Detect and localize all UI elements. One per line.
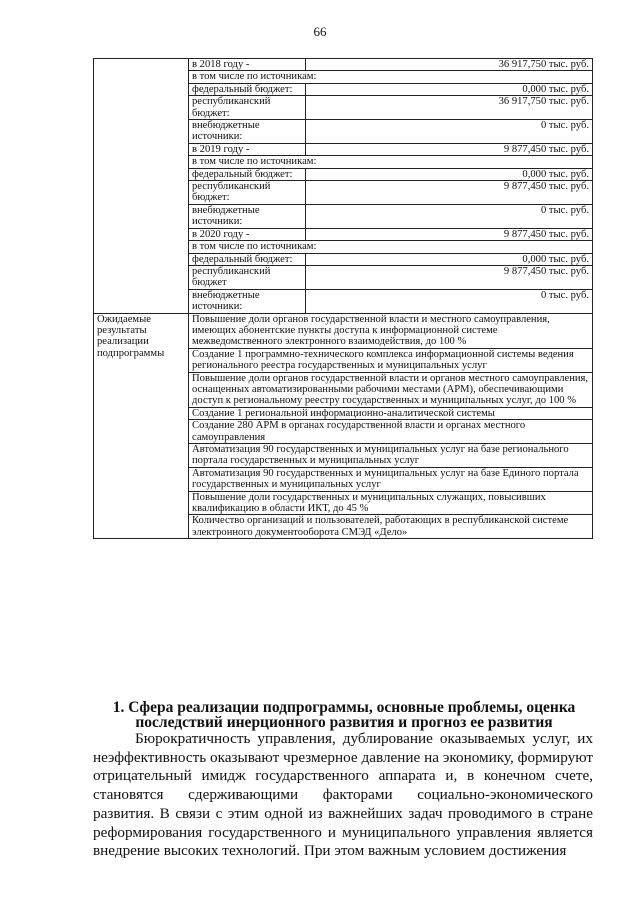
result-item: Повышение доли органов государственной власти и местного самоуправления, имеющих абонентские пункты доступа к информационной системе межведомственного электронного взаимодействия, до 100 % (189, 313, 593, 348)
result-item: Повышение доли государственных и муниципальных служащих, повысивших квалификацию в области ИКТ, до 45 % (189, 491, 593, 515)
funding-label: республиканский бюджет: (189, 181, 306, 205)
result-item: Создание 280 АРМ в органах государственной власти и органах местного самоуправления (189, 420, 593, 444)
results-header: Ожидаемые результаты реализации подпрограммы (94, 313, 189, 539)
funding-value: 36 917,750 тыс. руб. (306, 59, 593, 71)
funding-value: 0,000 тыс. руб. (306, 83, 593, 95)
subprogram-passport-table (93, 58, 593, 539)
result-item: Автоматизация 90 государственных и муниципальных услуг на базе регионального портала государственных и муниципальных услуг (189, 444, 593, 468)
result-item: Количество организаций и пользователей, работающих в республиканской системе электронного документооборота СМЭД «Дело» (189, 515, 593, 539)
funding-label: внебюджетные источники: (189, 289, 306, 313)
result-item: Повышение доли органов государственной власти и органов местного самоуправления, оснащенных автоматизированными рабочими местами (АРМ), обеспечивающими доступ к региональному реестру государственных и муниципальных услуг, до 100 % (189, 372, 593, 407)
funding-left-cell (94, 59, 189, 314)
funding-label: республиканский бюджет: (189, 96, 306, 120)
funding-value: 9 877,450 тыс. руб. (306, 143, 593, 155)
funding-label: в 2018 году - (189, 59, 306, 71)
funding-value: 0 тыс. руб. (306, 289, 593, 313)
funding-value: 0,000 тыс. руб. (306, 253, 593, 265)
funding-label: республиканский бюджет (189, 265, 306, 289)
result-item: Создание 1 программно-технического комплекса информационной системы ведения регионального реестра государственных и муниципальных услуг (189, 348, 593, 372)
funding-value: 0 тыс. руб. (306, 120, 593, 144)
funding-subheader: в том числе по источникам: (189, 71, 593, 83)
funding-value: 9 877,450 тыс. руб. (306, 228, 593, 240)
funding-label: в 2020 году - (189, 228, 306, 240)
funding-label: федеральный бюджет: (189, 83, 306, 95)
result-item: Автоматизация 90 государственных и муниципальных услуг на базе Единого портала государственных и муниципальных услуг (189, 467, 593, 491)
funding-value: 36 917,750 тыс. руб. (306, 96, 593, 120)
funding-label: в 2019 году - (189, 143, 306, 155)
section-heading: 1. Сфера реализации подпрограммы, основные проблемы, оценка последствий инерционного развития и прогноз ее развития (112, 699, 576, 731)
section-paragraph: Бюрократичность управления, дублирование оказываемых услуг, их неэффективность оказывают чрезмерное давление на экономику, формируют отрицательный имидж государственного аппарата и, в конечном счете, становятся сдерживающими факторами социально-экономического развития. В связи с этим одной из важнейших задач проводимого в стране реформирования государственного и муниципального управления является внедрение высоких технологий. При этом важным условием достижения (93, 730, 593, 860)
page-number: 66 (313, 24, 327, 39)
result-item: Создание 1 региональной информационно-аналитической системы (189, 407, 593, 419)
funding-label: внебюджетные источники: (189, 204, 306, 228)
funding-label: федеральный бюджет: (189, 168, 306, 180)
funding-row (94, 59, 593, 71)
funding-label: федеральный бюджет: (189, 253, 306, 265)
funding-value: 0,000 тыс. руб. (306, 168, 593, 180)
result-row (94, 313, 593, 348)
funding-value: 9 877,450 тыс. руб. (306, 181, 593, 205)
funding-subheader: в том числе по источникам: (189, 156, 593, 168)
funding-value: 0 тыс. руб. (306, 204, 593, 228)
funding-value: 9 877,450 тыс. руб. (306, 265, 593, 289)
funding-subheader: в том числе по источникам: (189, 241, 593, 253)
funding-label: внебюджетные источники: (189, 120, 306, 144)
